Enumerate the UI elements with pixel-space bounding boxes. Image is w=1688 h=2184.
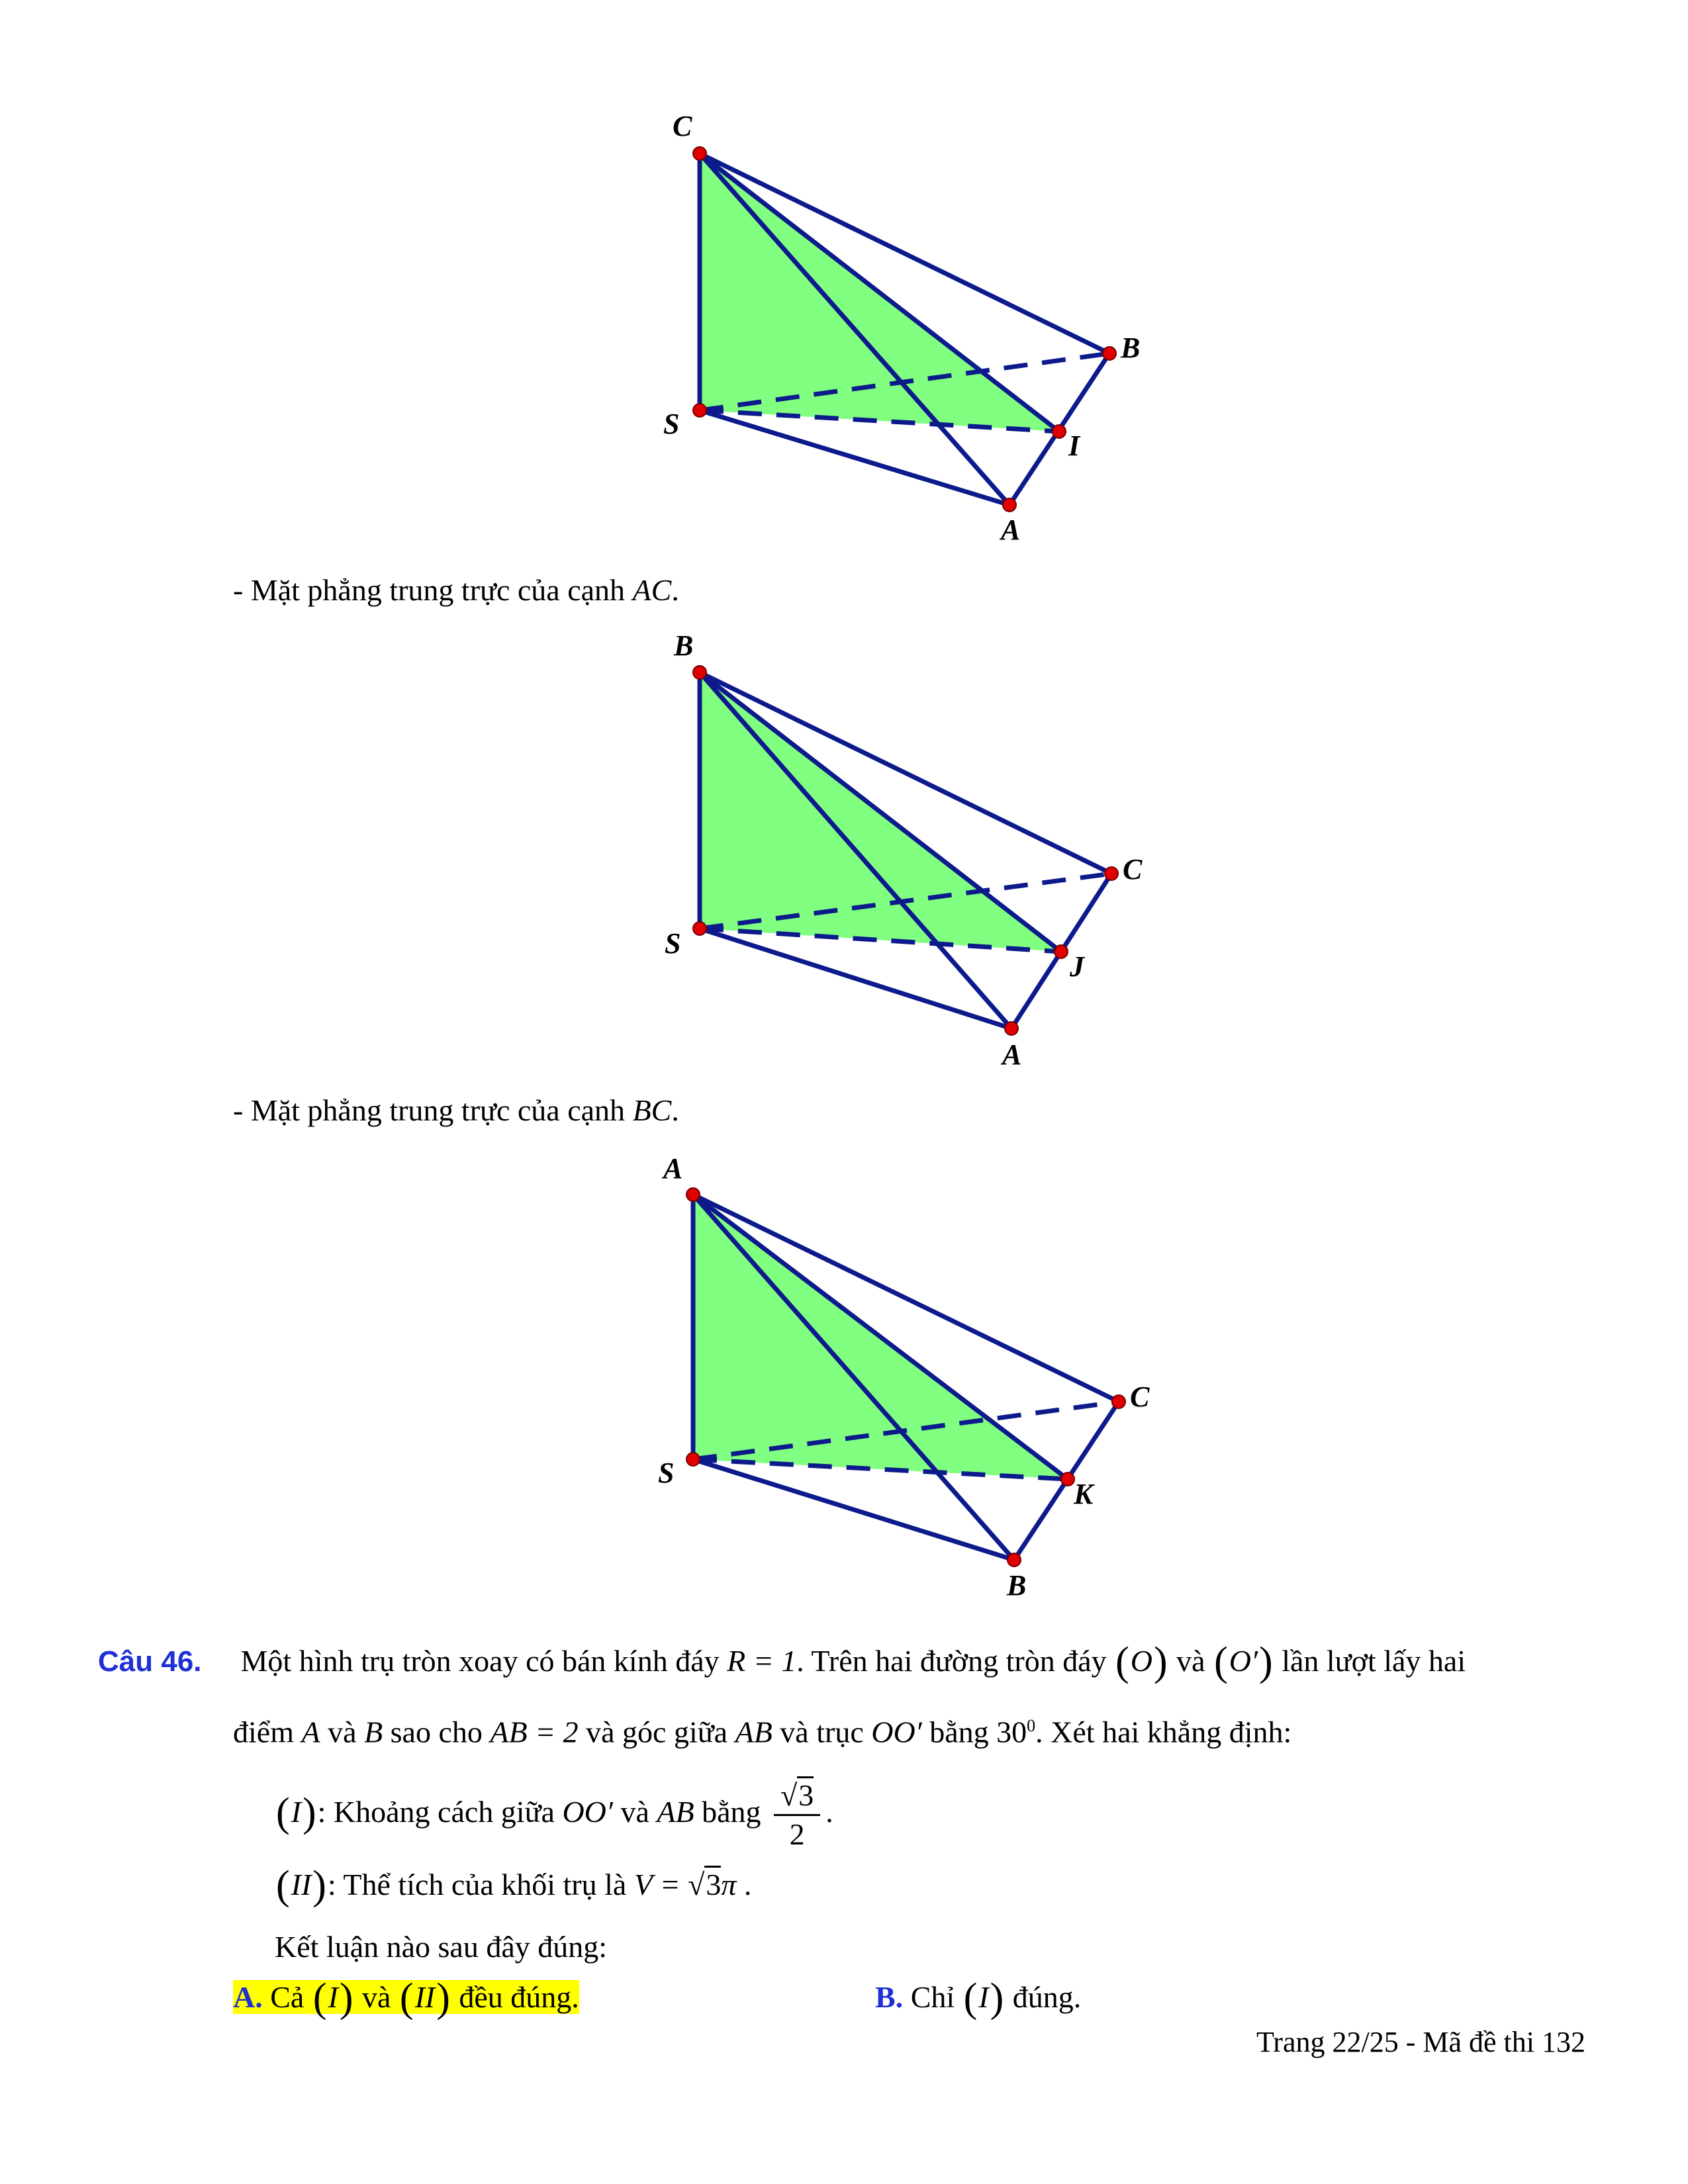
figure-1: [0, 106, 1688, 569]
point-bottom: [1005, 1022, 1018, 1035]
label-top: B: [674, 629, 694, 662]
question-line-1: Câu 46. Một hình trụ tròn xoay có bán kính đáy R = 1. Trên hai đường tròn đáy (O) và (O′) lần lượt lấy hai: [98, 1639, 1466, 1684]
point-right: [1105, 867, 1118, 880]
point-bottom: [1003, 498, 1016, 512]
figure-2: [0, 629, 1688, 1079]
point-S: [686, 1453, 700, 1466]
point-S: [693, 404, 706, 417]
label-top: C: [673, 110, 692, 142]
label-S: S: [665, 927, 681, 960]
label-S: S: [658, 1457, 675, 1489]
point-mid: [1055, 945, 1068, 958]
label-bottom: A: [1001, 514, 1021, 546]
tetrahedron-diagram-3: [0, 1152, 1688, 1615]
label-bottom: A: [1002, 1038, 1022, 1071]
label-mid: J: [1070, 950, 1084, 983]
page-footer: Trang 22/25 - Mã đề thi 132: [1256, 2026, 1585, 2058]
conclusion-prompt: Kết luận nào sau đây đúng:: [275, 1930, 608, 1964]
point-top: [693, 666, 706, 679]
label-right: C: [1130, 1381, 1150, 1413]
point-mid: [1053, 425, 1066, 438]
fraction-sqrt3-over-2: $\frac{√3}{2}$: [774, 1777, 820, 1853]
point-right: [1112, 1395, 1125, 1408]
question-line-2: điểm A và B sao cho AB = 2 và góc giữa AB và trục OO′ bằng $30^0$. Xét hai khẳng định:: [233, 1715, 1292, 1749]
option-A-highlight: A. Cả (I) và (II) đều đúng.: [233, 1976, 579, 2021]
caption-2: - Mặt phẳng trung trực của cạnh BC.: [233, 1093, 679, 1127]
tetrahedron-diagram-1: [0, 106, 1688, 569]
statement-2: (II): Thể tích của khối trụ là V = √3π .: [276, 1863, 752, 1908]
point-S: [693, 922, 706, 935]
figure-3: [0, 1152, 1688, 1615]
point-mid: [1061, 1473, 1074, 1486]
label-bottom: B: [1007, 1569, 1027, 1602]
point-top: [686, 1188, 700, 1201]
label-mid: K: [1074, 1478, 1094, 1510]
option-A[interactable]: [233, 1976, 579, 2021]
point-right: [1103, 347, 1116, 360]
statement-1: (I): Khoảng cách giữa OO′ và AB bằng $\frac{√3}{2}$ .: [275, 1766, 833, 1859]
label-right: C: [1123, 853, 1143, 886]
label-S: S: [663, 408, 680, 440]
caption-1: - Mặt phẳng trung trực của cạnh AC.: [233, 573, 679, 607]
question-label: Câu 46.: [98, 1645, 202, 1678]
point-top: [693, 147, 706, 160]
label-top: A: [663, 1152, 683, 1185]
label-right: B: [1121, 332, 1141, 364]
option-B[interactable]: B. Chỉ (I) đúng.: [875, 1976, 1082, 2021]
label-mid: I: [1068, 430, 1080, 462]
point-bottom: [1008, 1553, 1021, 1567]
tetrahedron-diagram-2: [0, 629, 1688, 1079]
